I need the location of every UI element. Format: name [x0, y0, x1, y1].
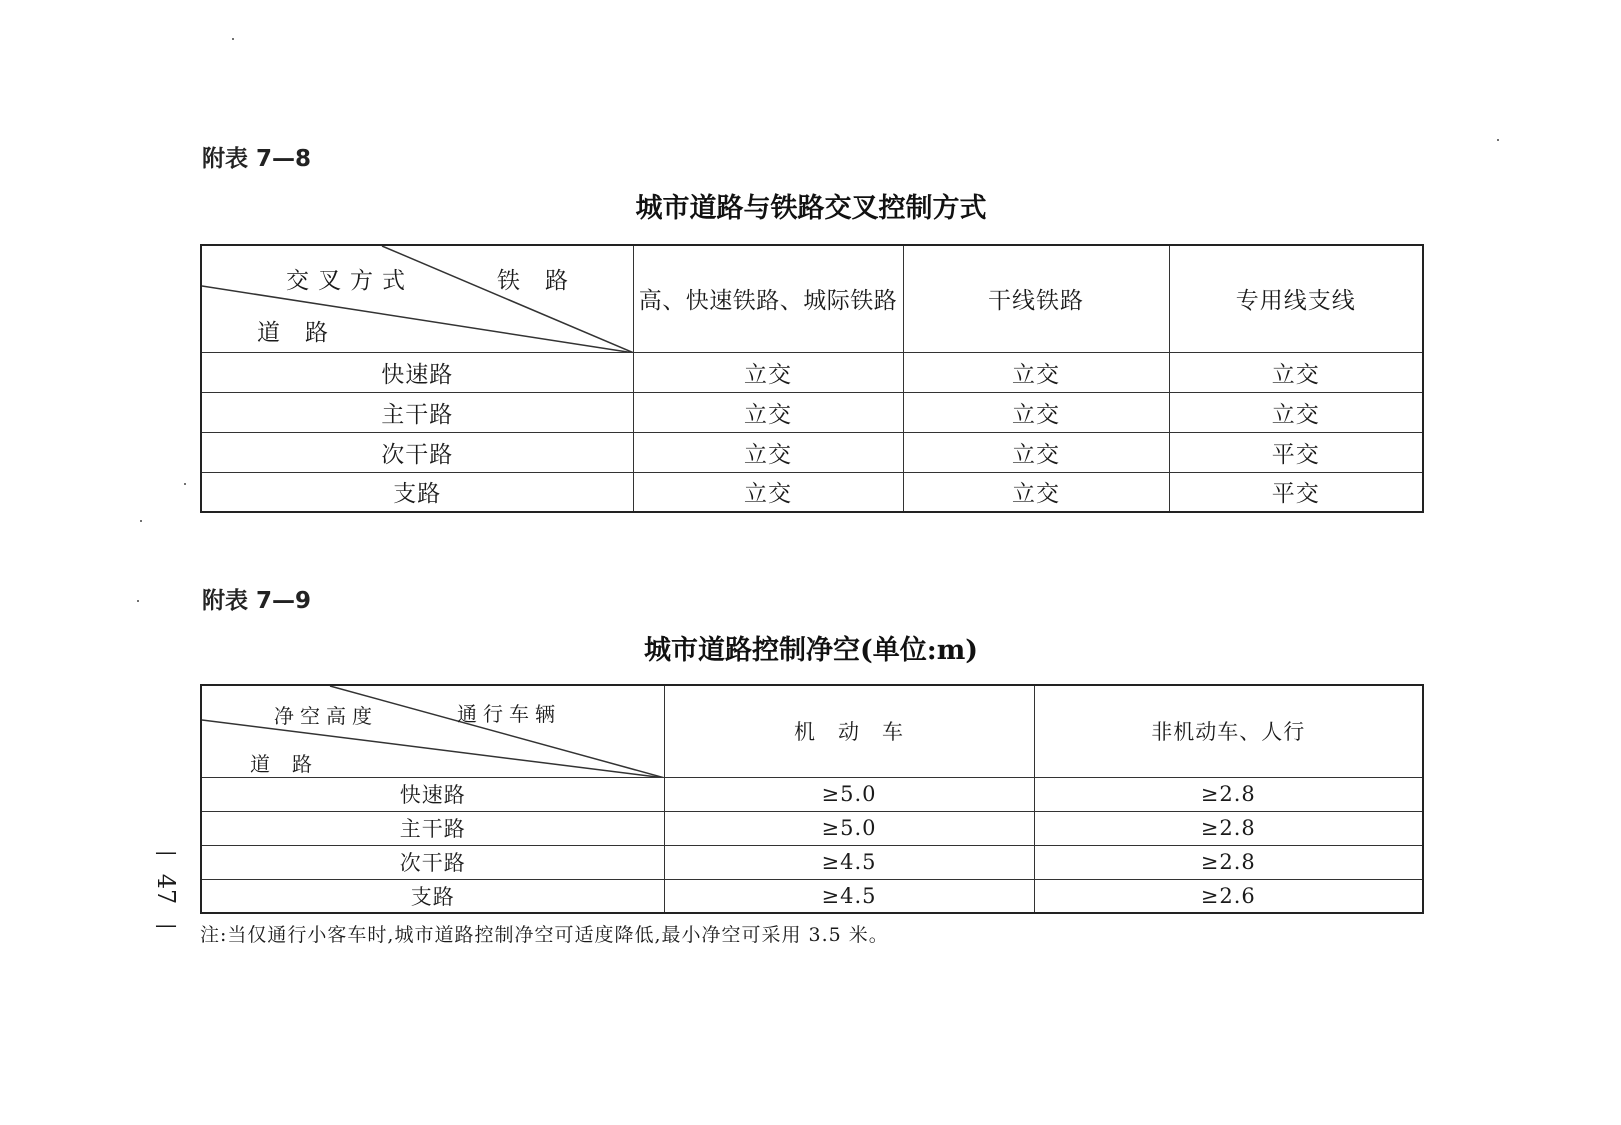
corner-vehicles: 通行车辆: [457, 702, 561, 726]
row-road: 次干路: [201, 845, 664, 879]
cell-value: 平交: [1169, 472, 1423, 512]
table1: [200, 244, 1424, 513]
table-row: [201, 392, 1423, 432]
corner-clearance-height: 净空高度: [274, 704, 378, 728]
table-row: [201, 432, 1423, 472]
table2-col-motor-vehicle: 机 动 车: [664, 685, 1034, 777]
cell-value: 立交: [903, 392, 1169, 432]
page-number-dash-top: —: [155, 840, 177, 865]
scan-speck: [232, 38, 234, 40]
cell-value: 立交: [633, 432, 903, 472]
corner-road: 道 路: [250, 752, 313, 776]
table1-title: 城市道路与铁路交叉控制方式: [635, 193, 987, 224]
table2-diagonal-header: [201, 685, 664, 777]
cell-value: ≥2.8: [1034, 845, 1423, 879]
table1-col-high-speed: 高、快速铁路、城际铁路: [633, 245, 903, 352]
cell-value: ≥5.0: [664, 777, 1034, 811]
corner-railway: 铁 路: [497, 268, 569, 294]
corner-crossing-type: 交叉方式: [286, 268, 414, 294]
table2: [200, 684, 1424, 914]
row-road: 快速路: [201, 352, 633, 392]
page-number: [138, 840, 194, 938]
cell-value: 立交: [903, 472, 1169, 512]
cell-value: 立交: [1169, 352, 1423, 392]
row-road: 次干路: [201, 432, 633, 472]
cell-value: ≥2.8: [1034, 811, 1423, 845]
cell-value: ≥4.5: [664, 879, 1034, 913]
table1-diagonal-header: [201, 245, 633, 352]
page-number-dash-bottom: —: [155, 913, 177, 938]
scan-speck: [184, 483, 186, 485]
cell-value: ≥2.6: [1034, 879, 1423, 913]
cell-value: ≥4.5: [664, 845, 1034, 879]
table2-label: 附表 7—9: [202, 588, 312, 614]
scan-speck: [140, 520, 142, 522]
corner-road: 道 路: [257, 320, 329, 346]
table1-label: 附表 7—8: [202, 146, 312, 172]
cell-value: 立交: [1169, 392, 1423, 432]
cell-value: 立交: [903, 352, 1169, 392]
table-row: [201, 811, 1423, 845]
cell-value: 平交: [1169, 432, 1423, 472]
cell-value: 立交: [633, 352, 903, 392]
page-number-value: 47: [152, 873, 180, 905]
scan-speck: [1497, 139, 1499, 141]
table-row: [201, 879, 1423, 913]
row-road: 主干路: [201, 811, 664, 845]
table2-header-row: [201, 685, 1423, 777]
row-road: 支路: [201, 472, 633, 512]
cell-value: ≥5.0: [664, 811, 1034, 845]
table1-header-row: [201, 245, 1423, 352]
row-road: 支路: [201, 879, 664, 913]
table2-col-non-motor: 非机动车、人行: [1034, 685, 1423, 777]
table-row: [201, 777, 1423, 811]
table2-title: 城市道路控制净空(单位:m): [643, 635, 979, 666]
cell-value: 立交: [903, 432, 1169, 472]
cell-value: 立交: [633, 392, 903, 432]
table-row: [201, 845, 1423, 879]
table-row: [201, 352, 1423, 392]
row-road: 快速路: [201, 777, 664, 811]
table1-col-trunk: 干线铁路: [903, 245, 1169, 352]
row-road: 主干路: [201, 392, 633, 432]
cell-value: 立交: [633, 472, 903, 512]
table2-note: 注:当仅通行小客车时,城市道路控制净空可适度降低,最小净空可采用 3.5 米。: [200, 924, 889, 946]
cell-value: ≥2.8: [1034, 777, 1423, 811]
table-row: [201, 472, 1423, 512]
scan-speck: [137, 600, 139, 602]
table1-col-branch: 专用线支线: [1169, 245, 1423, 352]
